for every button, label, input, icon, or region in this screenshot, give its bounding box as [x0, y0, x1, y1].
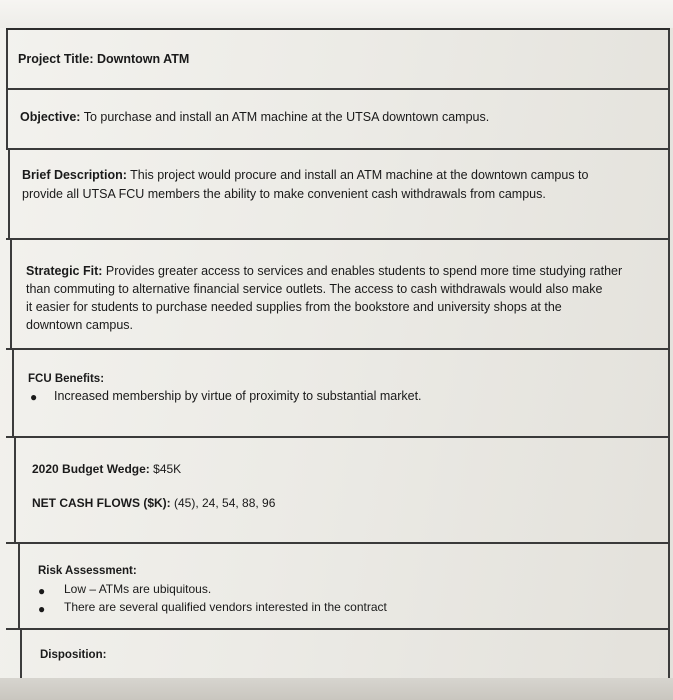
disposition-row — [6, 630, 670, 680]
budget-cell — [14, 438, 670, 542]
objective-cell — [6, 90, 670, 148]
strategic-fit-line4: downtown campus. — [26, 318, 134, 332]
risk-item: There are several qualified vendors interested in the contract — [64, 600, 387, 614]
cash-flows-text — [32, 494, 275, 513]
cash-flows-label: NET CASH FLOWS ($K): — [32, 496, 171, 510]
bullet-icon: ● — [38, 584, 46, 598]
brief-description-line2: provide all UTSA FCU members the ability to make convenient cash withdrawals from campus. — [22, 187, 546, 201]
budget-text — [32, 460, 181, 479]
strategic-fit-line1: Strategic Fit: Provides greater access to services and enables students to spend more time studying rather — [26, 264, 623, 278]
bullet-icon: ● — [38, 602, 46, 616]
strategic-fit-cell — [10, 240, 670, 348]
brief-description-cell — [8, 150, 670, 238]
project-title-label: Project Title: — [18, 52, 94, 66]
photo-bottom-margin — [0, 678, 673, 700]
project-form-table — [6, 28, 670, 680]
fcu-benefit-item: Increased membership by virtue of proximity to substantial market. — [54, 389, 422, 403]
project-title-row — [6, 30, 670, 90]
project-title-value: Downtown ATM — [96, 52, 190, 66]
disposition-cell — [20, 630, 670, 678]
risk-assessment-label: Risk Assessment: — [38, 565, 137, 577]
strategic-fit-line3: it easier for students to purchase needed supplies from the bookstore and university shops at the — [26, 300, 562, 314]
strategic-fit-line2: than commuting to alternative financial service outlets. The access to cash withdrawals would also make — [26, 282, 603, 296]
strategic-fit-row — [6, 240, 670, 350]
brief-description-line1: Brief Description: This project would procure and install an ATM machine at the downtown campus to — [22, 168, 589, 182]
risk-assessment-row — [6, 544, 670, 630]
objective-label: Objective: — [20, 110, 81, 124]
brief-description-row — [6, 150, 670, 240]
fcu-benefits-label: FCU Benefits: — [28, 373, 105, 385]
budget-value: $45K — [153, 462, 182, 476]
cash-flows-value: (45), 24, 54, 88, 96 — [174, 496, 276, 510]
objective-value: To purchase and install an ATM machine at the UTSA downtown campus. — [83, 110, 490, 124]
risk-item: Low – ATMs are ubiquitous. — [64, 582, 212, 596]
bullet-icon: ● — [30, 390, 38, 404]
budget-label: 2020 Budget Wedge: — [32, 462, 150, 476]
risk-assessment-cell — [18, 544, 670, 628]
project-title-cell — [6, 30, 670, 88]
objective-text — [20, 108, 489, 127]
fcu-benefits-row — [6, 350, 670, 438]
objective-row — [6, 90, 670, 150]
project-title-text — [18, 50, 189, 69]
disposition-label: Disposition: — [40, 649, 107, 661]
fcu-benefits-cell — [12, 350, 670, 436]
photo-top-margin — [0, 0, 673, 28]
brief-description-label: Brief Description: — [22, 168, 127, 182]
budget-row — [6, 438, 670, 544]
strategic-fit-label: Strategic Fit: — [26, 264, 103, 278]
